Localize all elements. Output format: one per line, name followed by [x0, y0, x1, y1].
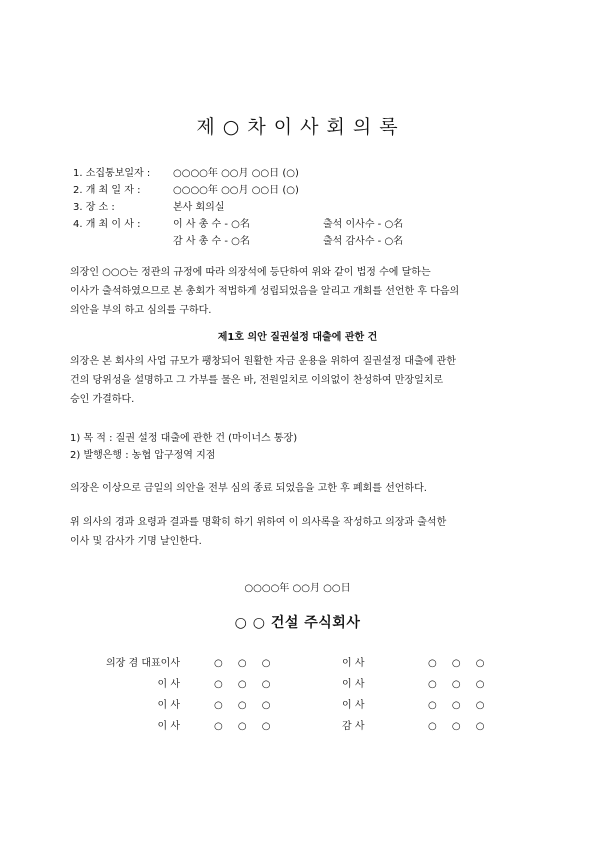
paragraph-line: 의장은 이상으로 금일의 의안을 전부 심의 종료 되었음을 고한 후 폐회를 선언하다. [70, 483, 427, 494]
signer-name: ○ ○ ○ [214, 721, 277, 732]
info-extra: 출석 이사수 - ○名 [323, 219, 404, 230]
paragraph-line: 의장인 ○○○는 정관의 규정에 따라 의장석에 등단하여 위와 같이 법정 수에 달하는 [70, 267, 431, 278]
paragraph-line: 승인 가결하다. [70, 394, 135, 405]
signature-row [0, 698, 595, 714]
signer-name: ○ ○ ○ [428, 679, 491, 690]
paragraph-line: 의안을 부의 하고 심의를 구하다. [70, 305, 212, 316]
info-label: 3. 장 소 : [73, 202, 115, 213]
signer-role: 감 사 [342, 721, 365, 732]
signer-name: ○ ○ ○ [428, 658, 491, 669]
signer-name: ○ ○ ○ [214, 700, 277, 711]
info-value: ○○○○年 ○○月 ○○日 (○) [173, 168, 299, 179]
closing-paragraph [70, 479, 530, 498]
info-label: 1. 소집통보일자 : [73, 168, 151, 179]
signer-role: 이 사 [157, 721, 180, 732]
paragraph-line: 위 의사의 경과 요령과 결과를 명확히 하기 위하여 이 의사록을 작성하고 의장과 출석한 [70, 517, 447, 528]
signature-row [0, 719, 595, 735]
signature-row [0, 656, 595, 672]
signer-name: ○ ○ ○ [214, 679, 277, 690]
info-label: 2. 개 최 일 자 : [73, 185, 141, 196]
document-date: ○○○○年 ○○月 ○○日 [244, 583, 351, 594]
signer-role: 이 사 [342, 700, 365, 711]
signer-role: 이 사 [342, 658, 365, 669]
info-value: 본사 회의실 [173, 202, 225, 213]
signer-role: 이 사 [157, 700, 180, 711]
company-name: ○ ○ 건설 주식회사 [234, 615, 361, 631]
info-label: 4. 개 최 이 사 : [73, 219, 141, 230]
info-value: ○○○○年 ○○月 ○○日 (○) [173, 185, 299, 196]
detail-line: 2) 발행은행 : 농협 압구정역 지점 [70, 450, 216, 461]
paragraph-line: 건의 당위성을 설명하고 그 가부를 물은 바, 전원일치로 이의없이 찬성하여 만장일치로 [70, 375, 444, 386]
document-title: 제 ○ 차 이 사 회 의 록 [196, 116, 399, 138]
paragraph-line: 의장은 본 회사의 사업 규모가 팽창되어 원활한 자금 운용을 위하여 질권설정 대출에 관한 [70, 356, 456, 367]
certification-paragraph [70, 513, 530, 551]
agenda-title: 제1호 의안 질권설정 대출에 관한 건 [217, 332, 378, 343]
intro-paragraph [70, 263, 530, 320]
signer-role: 이 사 [342, 679, 365, 690]
paragraph-line: 이사 및 감사가 기명 날인한다. [70, 536, 202, 547]
signer-role: 의장 겸 대표이사 [106, 658, 180, 669]
signature-row [0, 677, 595, 693]
signer-name: ○ ○ ○ [428, 721, 491, 732]
detail-line: 1) 목 적 : 질권 설정 대출에 관한 건 (마이너스 통장) [70, 433, 298, 444]
info-value: 감 사 총 수 - ○名 [173, 236, 250, 247]
paragraph-line: 이사가 출석하였으므로 본 총회가 적법하게 성립되었음을 알리고 개회를 선언한 후 다음의 [70, 286, 460, 297]
signer-role: 이 사 [157, 679, 180, 690]
signer-name: ○ ○ ○ [214, 658, 277, 669]
signer-name: ○ ○ ○ [428, 700, 491, 711]
agenda-paragraph [70, 352, 530, 409]
info-value: 이 사 총 수 - ○名 [173, 219, 250, 230]
agenda-details [70, 430, 530, 464]
info-extra: 출석 감사수 - ○名 [323, 236, 404, 247]
